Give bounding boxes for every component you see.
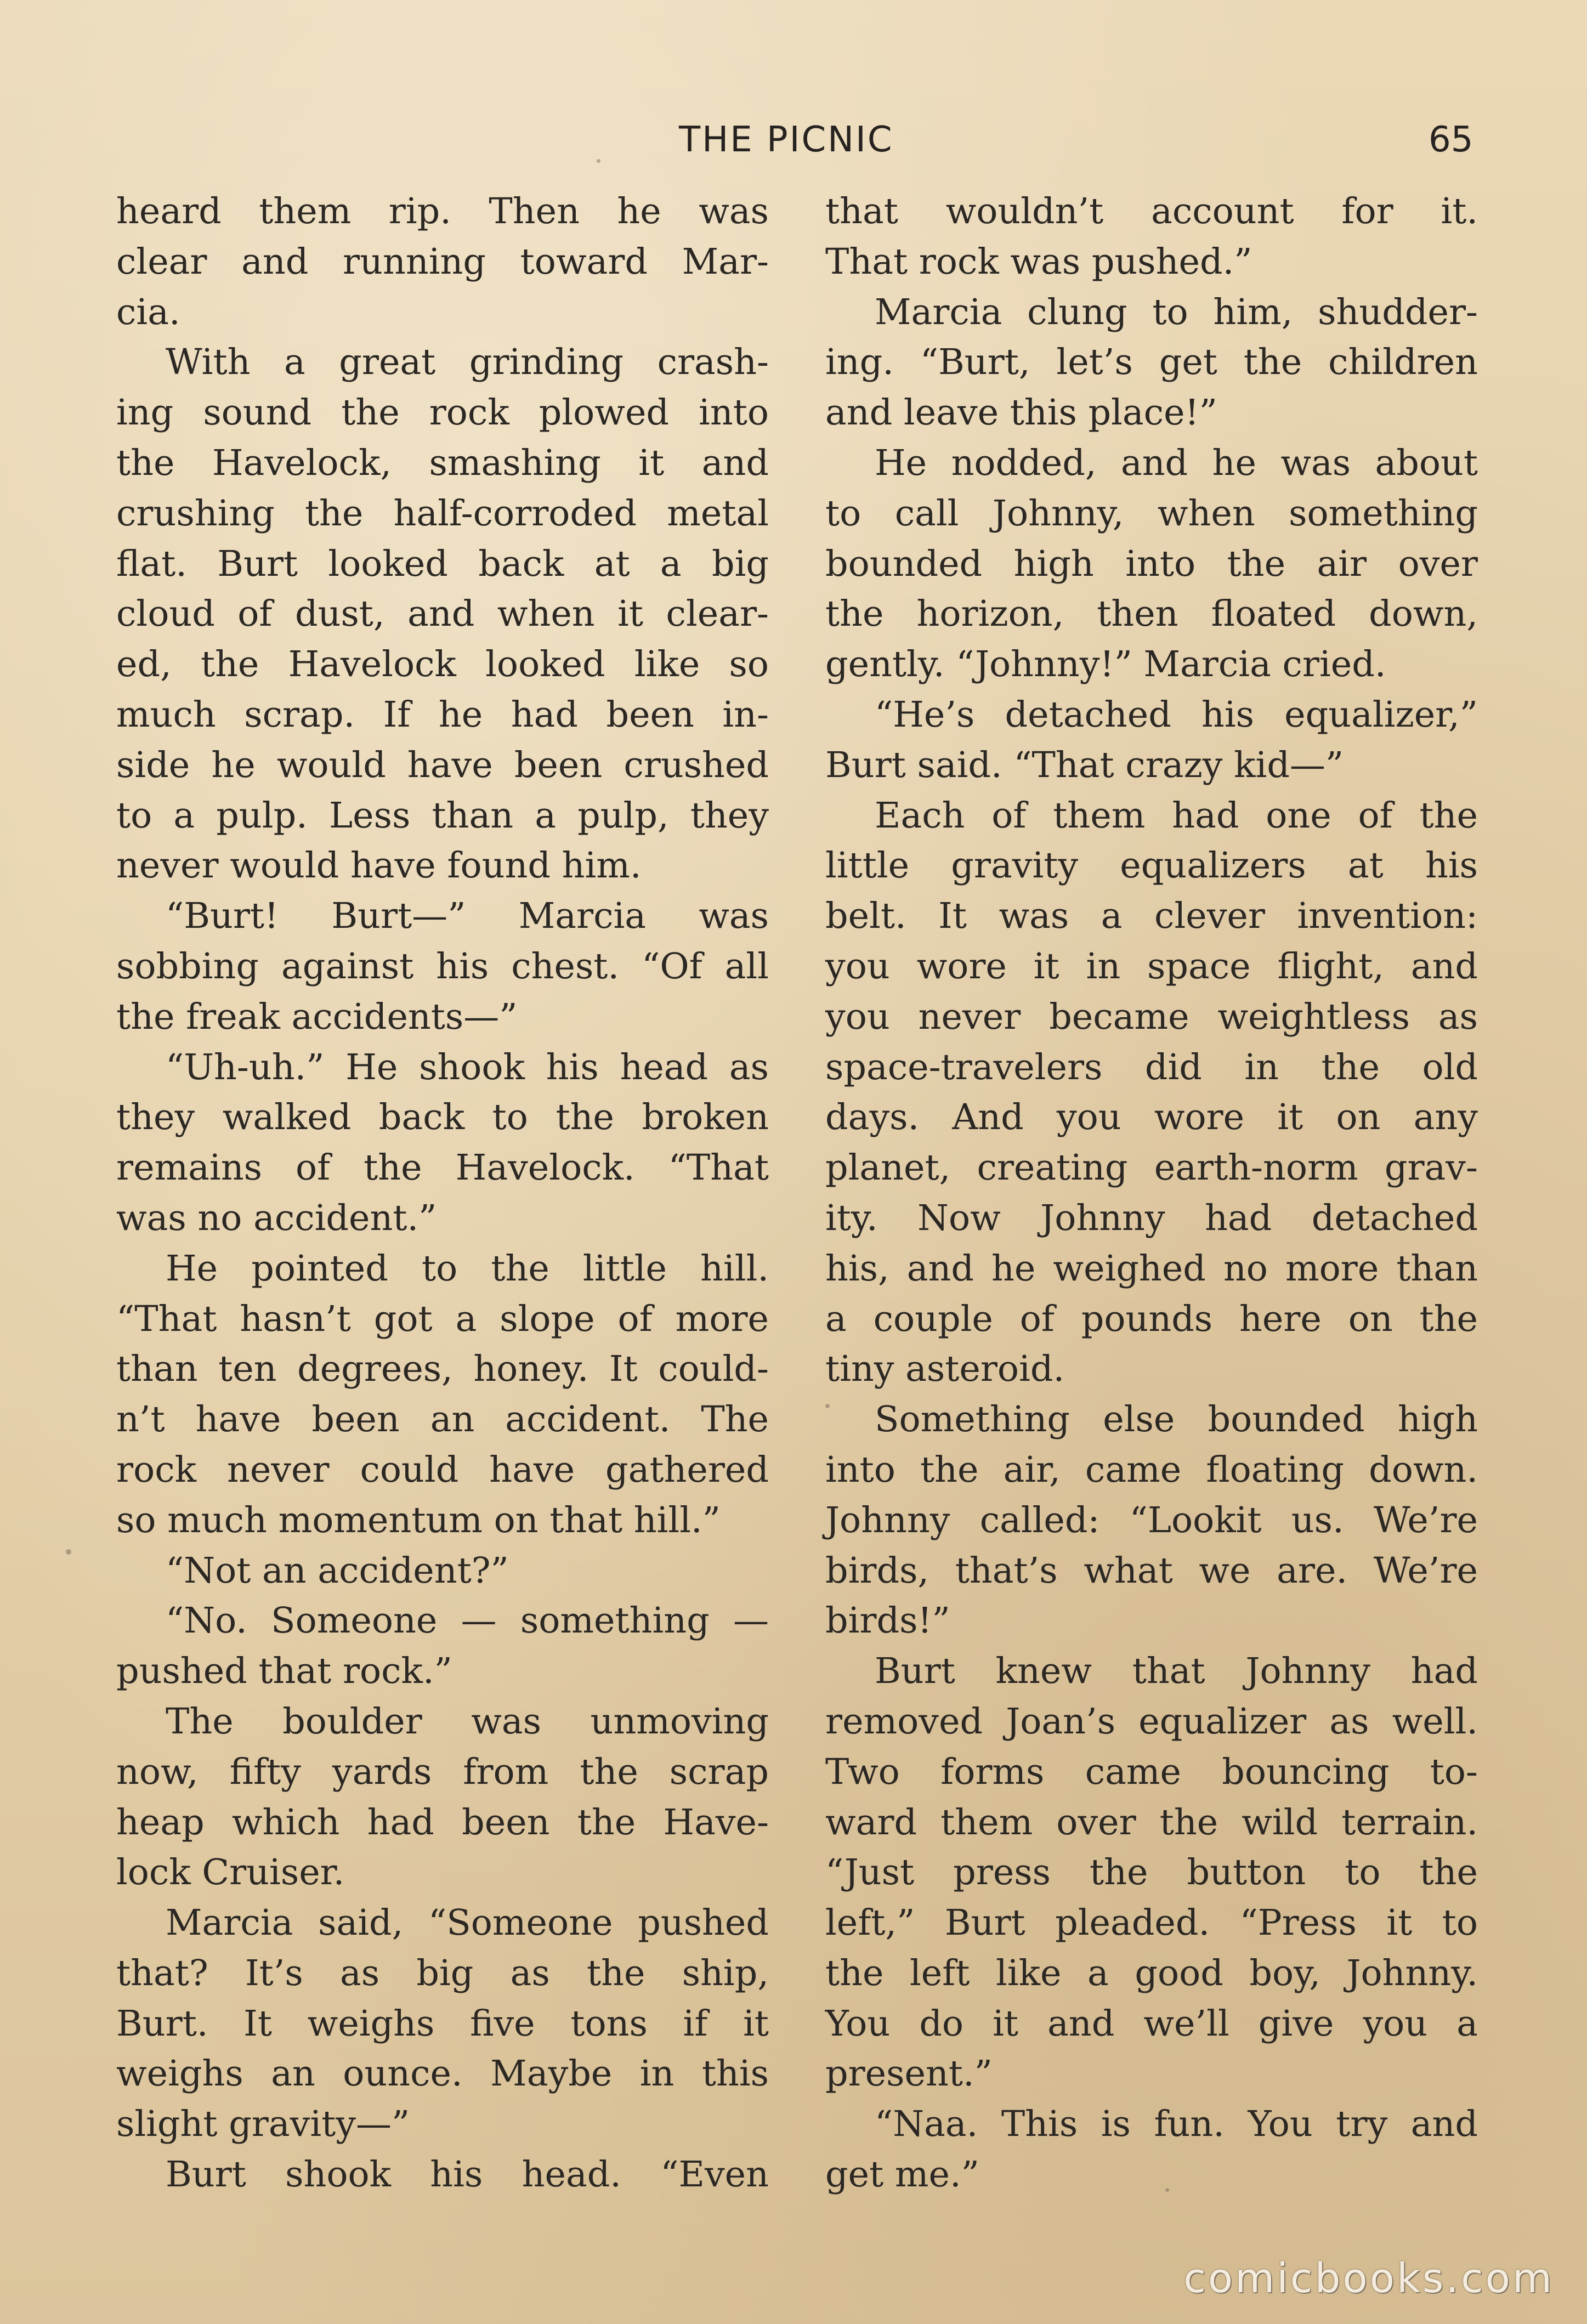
text-line: You do it and we’ll give you a — [825, 2003, 1478, 2044]
text-line: bounded high into the air over — [825, 543, 1478, 585]
text-line: was no accident.” — [116, 1197, 437, 1239]
text-line: crushing the half-corroded metal — [116, 492, 769, 534]
text-line: “Burt! Burt—” Marcia was — [166, 895, 769, 937]
text-line: you never became weightless as — [825, 996, 1478, 1038]
text-line: into the air, came floating down. — [825, 1449, 1478, 1490]
text-line: gently. “Johnny!” Marcia cried. — [825, 644, 1386, 685]
text-line: “No. Someone — something — — [166, 1600, 769, 1642]
text-line: The boulder was unmoving — [166, 1701, 769, 1742]
text-line: ity. Now Johnny had detached — [825, 1197, 1478, 1239]
text-line: you wore it in space flight, and — [825, 945, 1478, 987]
text-line: He nodded, and he was about — [875, 442, 1478, 484]
text-line: that? It’s as big as the ship, — [116, 1952, 769, 1994]
text-line: they walked back to the broken — [116, 1097, 769, 1138]
text-line: ward them over the wild terrain. — [825, 1801, 1478, 1843]
text-line: his, and he weighed no more than — [825, 1248, 1478, 1289]
text-line: left,” Burt pleaded. “Press it to — [825, 1902, 1478, 1944]
text-line: ed, the Havelock looked like so — [116, 644, 769, 685]
text-line: Burt. It weighs five tons if it — [116, 2003, 769, 2044]
text-line: Burt knew that Johnny had — [875, 1651, 1478, 1692]
text-line: Burt shook his head. “Even — [166, 2154, 769, 2196]
text-line: ing sound the rock plowed into — [116, 392, 769, 434]
text-line: planet, creating earth-norm grav- — [825, 1147, 1478, 1189]
text-line: the horizon, then floated down, — [825, 593, 1478, 635]
text-line: heap which had been the Have- — [116, 1801, 769, 1843]
text-line: birds, that’s what we are. We’re — [825, 1550, 1478, 1591]
text-column-left — [116, 186, 769, 2200]
watermark: comicbooks.com — [1183, 2255, 1554, 2302]
text-line: weighs an ounce. Maybe in this — [116, 2053, 769, 2095]
text-line: and leave this place!” — [825, 392, 1217, 434]
text-line: never would have found him. — [116, 845, 642, 887]
text-line: much scrap. If he had been in- — [116, 694, 769, 735]
text-line: “Naa. This is fun. You try and — [875, 2104, 1478, 2145]
text-line: birds!” — [825, 1600, 950, 1642]
text-line: present.” — [825, 2053, 993, 2095]
text-line: lock Cruiser. — [116, 1852, 345, 1894]
text-line: days. And you wore it on any — [825, 1097, 1478, 1138]
text-line: pushed that rock.” — [116, 1651, 452, 1692]
text-line: Burt said. “That crazy kid—” — [825, 744, 1344, 786]
text-line: the Havelock, smashing it and — [116, 442, 769, 484]
text-line: That rock was pushed.” — [825, 241, 1252, 282]
text-line: removed Joan’s equalizer as well. — [825, 1701, 1478, 1742]
text-line: flat. Burt looked back at a big — [116, 543, 769, 585]
text-line: Johnny called: “Lookit us. We’re — [825, 1499, 1478, 1541]
text-column-right — [825, 186, 1478, 2200]
text-line: tiny asteroid. — [825, 1348, 1065, 1390]
text-line: remains of the Havelock. “That — [116, 1147, 769, 1189]
paper-speck — [825, 1404, 830, 1408]
text-line: cia. — [116, 291, 180, 333]
text-line: that wouldn’t account for it. — [825, 191, 1478, 232]
text-line: now, fifty yards from the scrap — [116, 1751, 769, 1793]
text-line: “Uh-uh.” He shook his head as — [166, 1046, 769, 1088]
paper-speck — [1165, 2188, 1169, 2192]
text-line: the freak accidents—” — [116, 996, 518, 1038]
text-line: slight gravity—” — [116, 2104, 410, 2145]
paper-speck — [66, 1549, 71, 1555]
text-line: Marcia clung to him, shudder- — [875, 291, 1478, 333]
text-line: With a great grinding crash- — [166, 342, 769, 383]
text-line: heard them rip. Then he was — [116, 191, 769, 232]
text-line: a couple of pounds here on the — [825, 1298, 1478, 1340]
text-line: space-travelers did in the old — [825, 1046, 1478, 1088]
page-number: 65 — [1429, 120, 1473, 160]
text-line: “Not an accident?” — [166, 1550, 509, 1591]
text-line: n’t have been an accident. The — [116, 1399, 769, 1441]
text-line: belt. It was a clever invention: — [825, 895, 1478, 937]
running-title: THE PICNIC — [679, 120, 894, 160]
text-line: get me.” — [825, 2154, 979, 2196]
text-line: side he would have been crushed — [116, 744, 769, 786]
text-line: Two forms came bouncing to- — [825, 1751, 1478, 1793]
text-line: sobbing against his chest. “Of all — [116, 945, 769, 987]
text-line: to a pulp. Less than a pulp, they — [116, 795, 769, 836]
text-line: “That hasn’t got a slope of more — [116, 1298, 769, 1340]
text-line: than ten degrees, honey. It could- — [116, 1348, 769, 1390]
paper-speck — [597, 159, 600, 163]
text-line: ing. “Burt, let’s get the children — [825, 342, 1478, 383]
text-line: clear and running toward Mar- — [116, 241, 769, 282]
page-header — [0, 118, 1587, 167]
text-line: Each of them had one of the — [875, 795, 1478, 836]
text-line: little gravity equalizers at his — [825, 845, 1478, 887]
text-line: “Just press the button to the — [825, 1852, 1478, 1894]
text-line: rock never could have gathered — [116, 1449, 769, 1490]
text-line: cloud of dust, and when it clear- — [116, 593, 769, 635]
text-line: Something else bounded high — [875, 1399, 1478, 1441]
text-line: the left like a good boy, Johnny. — [825, 1952, 1478, 1994]
text-line: He pointed to the little hill. — [166, 1248, 769, 1289]
text-line: so much momentum on that hill.” — [116, 1499, 721, 1541]
text-line: Marcia said, “Someone pushed — [166, 1902, 769, 1944]
text-line: “He’s detached his equalizer,” — [875, 694, 1478, 735]
text-line: to call Johnny, when something — [825, 492, 1478, 534]
